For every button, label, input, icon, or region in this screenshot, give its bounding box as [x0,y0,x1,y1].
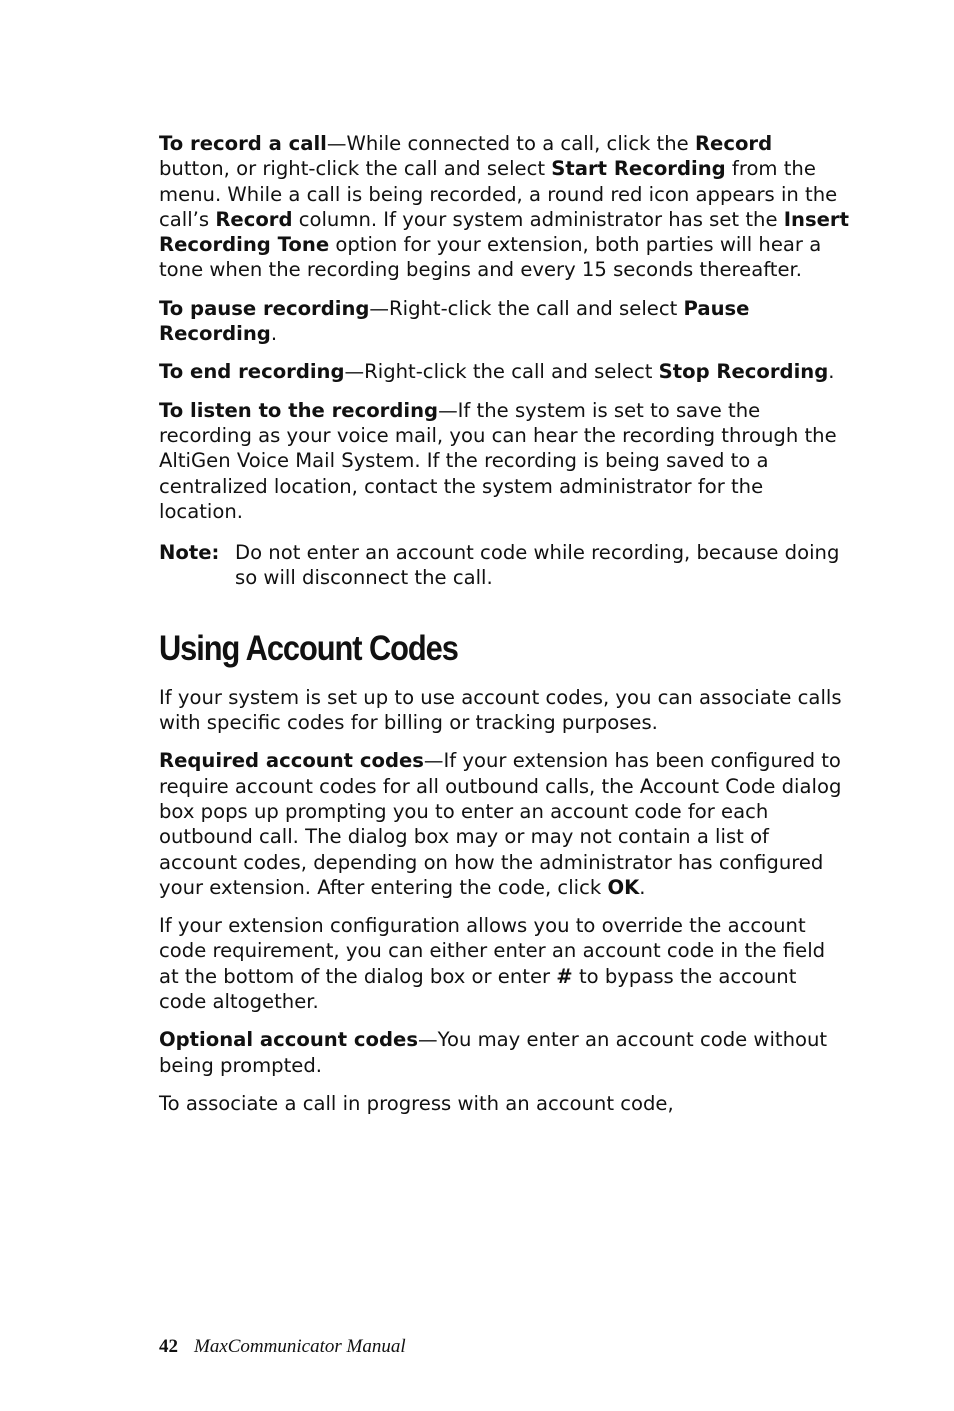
end-recording-label: To end recording [159,360,345,384]
text-run: from the menu. While a call is being recorded, a round red icon appears in the call’s [159,157,838,231]
account-codes-intro: If your system is set up to use account codes, you can associate calls with specific codes for billing or tracking purposes. [159,685,842,735]
text-run: —If the system is set to save the recording as your voice mail, you can hear the recording through the AltiGen Voice Mail System. If the recording is being saved to a centralized location, contact the system administrator for the location. [159,398,837,523]
record-call-paragraph [159,131,849,283]
pause-recording-paragraph [159,296,849,347]
text-run: —If your extension has been configured to require account codes for all outbound calls, the Account Code dialog box pops up prompting you to enter an account code for each outbound call. The dialog box may or may not contain a list of account codes, depending on how the administrator has configured your extension. After entering the code, click [159,749,842,899]
note-block [159,540,849,591]
record-button-term: Record [694,132,773,155]
text-run: —Right-click the call and select [369,296,684,320]
text-run: . [639,875,646,899]
text-run: If your extension configuration allows you to override the account code requirement, you can either enter an account code in the field at the bottom of the dialog box or enter [159,914,826,988]
text-run: . [270,322,278,346]
required-account-codes-label: Required account codes [159,749,424,773]
stop-recording-term: Stop Recording [658,360,829,384]
record-column-term: Record [215,207,293,231]
optional-account-codes-label: Optional account codes [159,1028,418,1052]
listen-recording-paragraph [159,398,849,524]
text-run: . [828,360,835,384]
text-run: column. If your system administrator has set the [292,207,784,231]
page-content [159,131,849,1116]
manual-title: MaxCommunicator Manual [194,1336,406,1357]
ok-term: OK [607,875,640,899]
record-call-label: To record a call [159,132,327,155]
override-paragraph [159,913,849,1014]
text-run: —Right-click the call and select [344,360,659,384]
pause-recording-label: To pause recording [159,296,370,320]
page-footer [159,1334,406,1360]
insert-recording-tone-term: Insert Recording Tone [159,207,849,257]
pause-recording-term: Pause Recording [159,296,750,346]
associate-paragraph: To associate a call in progress with an account code, [159,1091,674,1115]
text-run: option for your extension, both parties will hear a tone when the recording begins and every 15 seconds thereafter. [159,233,822,282]
page-number: 42 [159,1336,178,1357]
text-run: —You may enter an account code without being prompted. [159,1028,828,1077]
section-heading: Using Account Codes [159,628,458,668]
text-run: —While connected to a call, click the [326,132,695,155]
optional-account-codes-paragraph [159,1027,849,1078]
text-run: to bypass the account code altogether. [159,964,797,1014]
required-account-codes-paragraph [159,748,849,900]
listen-recording-label: To listen to the recording [159,398,439,422]
hash-term: # [556,964,573,988]
text-run: button, or right-click the call and select [159,157,552,181]
note-label: Note: [159,541,220,565]
start-recording-term: Start Recording [551,157,726,181]
end-recording-paragraph [159,359,849,384]
note-text: Do not enter an account code while recording, because doing so will disconnect the call. [235,541,840,590]
